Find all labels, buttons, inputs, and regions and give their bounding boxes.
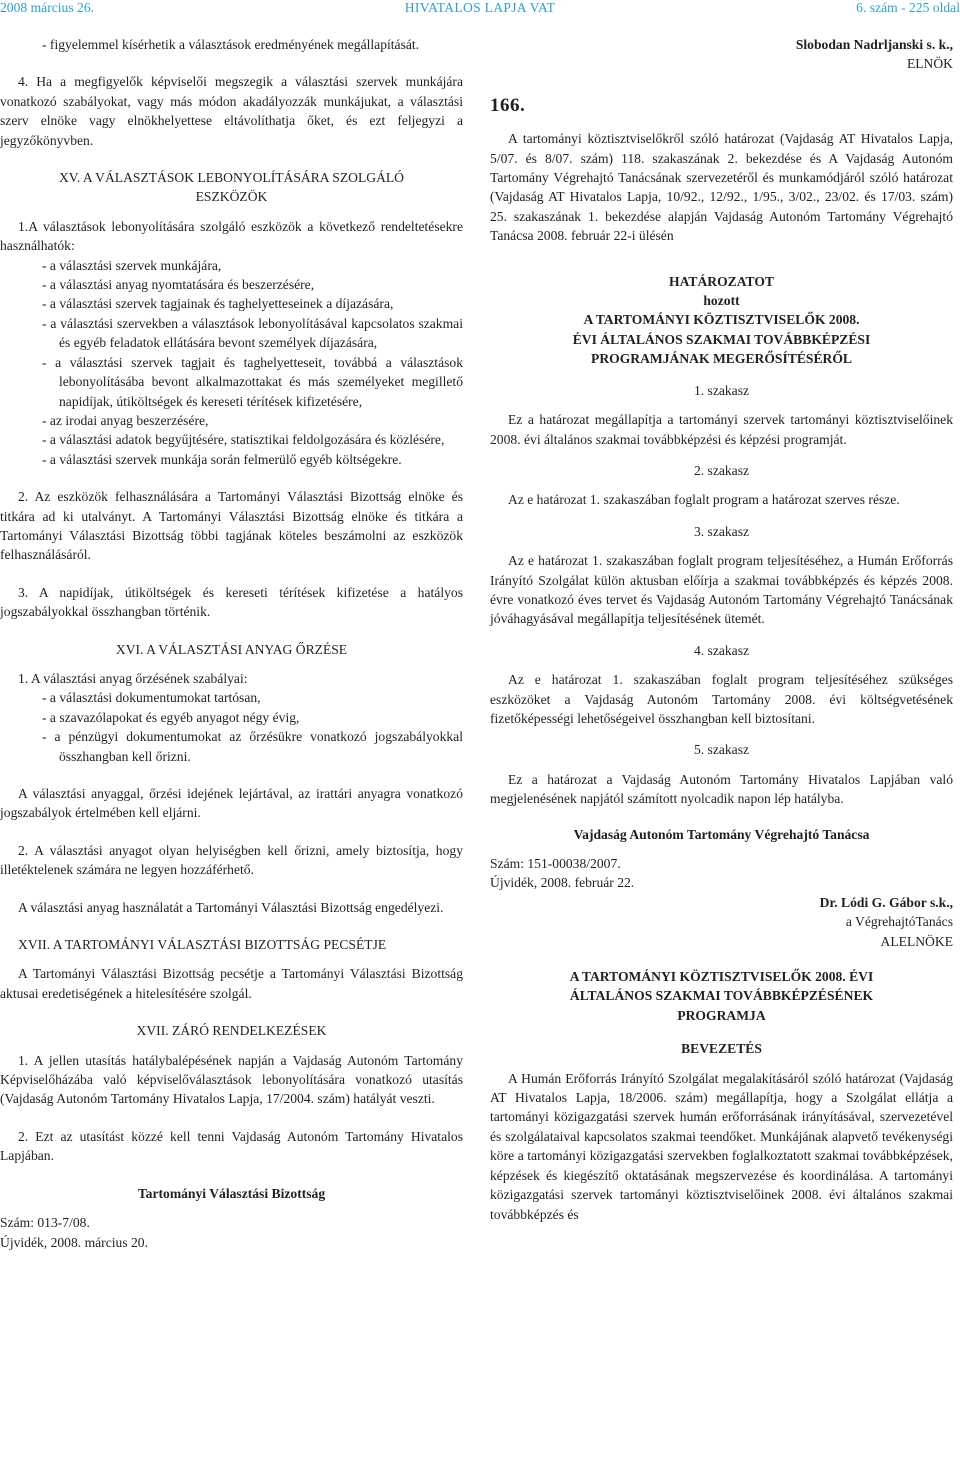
decision-subtitle: hozott (703, 293, 740, 309)
section-18-paragraph-1: 1. A jellen utasítás hatálybalépésének napján a Vajdaság Autonóm Tartomány Képviselőházába való képviselőválasztások lebonyolítására vonatkozó utasítás (Vajdaság Autonóm Tartomány Hivatalos Lapja, 17/2004. szám) hatályát veszti. (0, 1052, 463, 1107)
section-15-paragraph-1: 1.A választások lebonyolítására szolgáló eszközök a következő rendeltetésekre használhatók: (0, 218, 463, 254)
list-item: - a választási anyag nyomtatására és beszerzésére, (42, 277, 315, 293)
reference-number: Szám: 013-7/08. (0, 1215, 90, 1231)
page-header (0, 0, 960, 20)
section-15-title: XV. A VÁLASZTÁSOK LEBONYOLÍTÁSÁRA SZOLGÁLÓ ESZKÖZÖK (58, 170, 405, 205)
list-item: - a pénzügyi dokumentumokat az őrzésükre vonatkozó jogszabályokkal összhangban kell őrizni. (42, 729, 463, 764)
section-18-title: XVII. ZÁRÓ RENDELKEZÉSEK (136, 1023, 327, 1039)
article-4-title: 4. szakasz (693, 642, 750, 658)
header-title: HIVATALOS LAPJA VAT (404, 0, 556, 15)
signature-role: ELNÖK (906, 56, 953, 72)
list-item: - a választási dokumentumokat tartósan, (42, 690, 261, 706)
article-5-text: Ez a határozat a Vajdaság Autonóm Tartomány Hivatalos Lapjában való megjelenésének napjától számított nyolcadik napon lép hatályba. (490, 771, 953, 807)
decision-heading-line: ÉVI ÁLTALÁNOS SZAKMAI TOVÁBBKÉPZÉSI (572, 331, 871, 347)
list-item: - a választási szervek tagjainak és taghelyetteseinek a díjazására, (42, 296, 394, 312)
section-17-paragraph: A Tartományi Választási Bizottság pecsétje a Tartományi Választási Bizottság aktusai eredetiségének a hitelesítésére szolgál. (0, 966, 463, 1001)
intro-paragraph: A tartományi köztisztviselőkről szóló határozat (Vajdaság AT Hivatalos Lapja, 5/07. és 8/07. szám) 118. szakaszának 2. bekezdése és A Vajdaság Autonóm Tartomány Végrehajtó Tanácsának szervezetéről és munkamódjáról szóló határozat (Vajdaság AT Hivatalos Lapja, 10/92., 12/92., 1/95., 3/02., 23/02. és 17/03. szám) 25. szakaszának 1. bekezdése alapján Vajdaság Autonóm Tartomány Végrehajtó Tanácsa 2008. február 22-i ülésén (490, 131, 953, 244)
reference-date: Újvidék, 2008. március 20. (0, 1234, 148, 1250)
section-16-paragraph-1: 1. A választási anyag őrzésének szabályai: (18, 670, 248, 686)
article-5-title: 5. szakasz (693, 742, 750, 758)
program-title-line: A TARTOMÁNYI KÖZTISZTVISELŐK 2008. ÉVI (569, 969, 874, 985)
paragraph-4: 4. Ha a megfigyelők képviselői megszegik a választási szervek munkájára vonatkozó szabályokat, vagy más módon akadályozzák munkájukat, a választási szerv elnöke vagy elnökhelyettese eltávolíthatja őket, és ezt feljegyzi a jegyzőkönyvben. (0, 74, 463, 148)
article-3-text: Az e határozat 1. szakaszában foglalt program teljesítéséhez, a Humán Erőforrás Irányító Szolgálat külön aktusban előírja a szakmai továbbképzés és képzés 2008. évre vonatkozó éves tervet és Vajdaság Autonóm Tartomány Végrehajtó Tanácsának jóváhagyásával megállapítja teljesítésének ütemét. (490, 553, 953, 627)
header-date: 2008 március 26. (0, 0, 95, 15)
reference-date: Újvidék, 2008. február 22. (490, 875, 635, 891)
signature-name: Dr. Lódi G. Gábor s.k., (819, 894, 953, 910)
section-16-paragraph-2: 2. A választási anyagot olyan helyiségben kell őrizni, amely biztosítja, hogy illetéktelenek számára ne legyen hozzáférhető. (0, 842, 463, 878)
signature-line: a VégrehajtóTanács (845, 914, 953, 930)
article-3-title: 3. szakasz (693, 523, 750, 539)
program-title-line: ÁLTALÁNOS SZAKMAI TOVÁBBKÉPZÉSÉNEK (569, 988, 874, 1004)
issuer-name: Vajdaság Autonóm Tartomány Végrehajtó Tanácsa (573, 826, 870, 842)
section-16-paragraph-3: A választási anyag használatát a Tartományi Választási Bizottság engedélyezi. (18, 899, 444, 915)
article-1-text: Ez a határozat megállapítja a tartományi szervek tartományi köztisztviselőinek 2008. évi általános szakmai továbbképzési és képzési programját. (490, 412, 953, 447)
section-15-list (0, 256, 463, 469)
header-page-number: 6. szám - 225 oldal (856, 0, 960, 15)
document-number: 166. (490, 94, 526, 116)
section-16-title: XVI. A VÁLASZTÁSI ANYAG ŐRZÉSE (115, 641, 348, 657)
section-16-list (0, 688, 463, 766)
section-18-paragraph-2: 2. Ezt az utasítást közzé kell tenni Vajdaság Autonóm Tartomány Hivatalos Lapjában. (0, 1128, 463, 1164)
right-column (490, 35, 953, 1224)
article-2-text: Az e határozat 1. szakaszában foglalt program a határozat szerves része. (508, 492, 900, 508)
article-2-title: 2. szakasz (693, 462, 750, 478)
list-item: - a választási szervekben a választások lebonyolításával kapcsolatos szakmai és egyéb feladatok ellátására bevont személyek díjazására, (42, 315, 463, 351)
decision-heading-line: A TARTOMÁNYI KÖZTISZTVISELŐK 2008. (583, 312, 860, 328)
decision-title: HATÁROZATOT (669, 273, 774, 289)
list-item: - a választási adatok begyűjtésére, statisztikai feldolgozására és közlésére, (42, 432, 445, 448)
section-15-paragraph-2: 2. Az eszközök felhasználására a Tartományi Választási Bizottság elnöke és titkára ad ki utalványt. A Tartományi Választási Bizottság elnöke és titkára a Tartományi Választási Bizottság többi tagjának köteles beszámolni az eszközök felhasználásáról. (0, 489, 463, 563)
list-item: - az irodai anyag beszerzésére, (42, 412, 209, 428)
program-title-line: PROGRAMJA (677, 1007, 766, 1023)
list-item: - a választási szervek munkájára, (42, 257, 222, 273)
section-15-paragraph-3: 3. A napidíjak, útiköltségek és kereseti térítések kifizetése a hatályos jogszabályokkal összhangban történik. (0, 584, 463, 620)
article-1-title: 1. szakasz (693, 382, 750, 398)
introduction-text: A Humán Erőforrás Irányító Szolgálat megalakításáról szóló határozat (Vajdaság AT Hivatalos Lapja, 18/2006. szám) megállapítja, hogy a Szolgálat ellátja a tartományi közigazgatási szervek humán erőforrásának irányításával, szervezetével és szolgálataival kapcsolatos szakmai teendőket. Munkájának alapvető tevékenységi köre a tartományi közigazgatási szervekben foglalkoztatott szakmai továbbképzések, képzések és kiegészítő oktatásának megszervezése és koordinálása. A tartományi közigazgatási szervek tartományi köztisztviselőinek 2008. évi általános szakmai továbbképzés és (490, 1070, 953, 1222)
list-item: - a választási szervek munkája során felmerülő egyéb költségekre. (42, 451, 402, 467)
introduction-heading: BEVEZETÉS (681, 1041, 762, 1057)
decision-heading-line: PROGRAMJÁNAK MEGERŐSÍTÉSÉRŐL (591, 351, 852, 367)
article-4-text: Az e határozat 1. szakaszában foglalt program teljesítéséhez szükséges eszközöket a Vajdaság Autonóm Tartomány 2008. évi költségvetésének fizetőképességi lehetőségeivel összhangban kell biztosítani. (490, 672, 953, 726)
left-column (0, 35, 463, 1252)
section-16-paragraph-1b: A választási anyaggal, őrzési idejének lejártával, az irattári anyagra vonatkozó jogszabályok értelmében kell eljárni. (0, 786, 463, 821)
reference-number: Szám: 151-00038/2007. (490, 856, 621, 871)
signature-role: ALELNÖKE (880, 933, 953, 949)
list-item: - a választási szervek tagjait és taghelyetteseit, továbbá a választások lebonyolításába bevont alkalmazottakat és más személyeket megillető napidíjak, útiköltségek és kereseti térítések kifizetésére, (42, 354, 463, 409)
section-17-title: XVII. A TARTOMÁNYI VÁLASZTÁSI BIZOTTSÁG PECSÉTJE (18, 937, 387, 953)
signature-name: Slobodan Nadrljanski s. k., (795, 37, 953, 52)
list-item: - a szavazólapokat és egyéb anyagot négy évig, (42, 709, 300, 725)
list-item: - figyelemmel kísérhetik a választások eredményének megállapítását. (42, 37, 420, 52)
signer-name: Tartományi Választási Bizottság (137, 1185, 326, 1201)
